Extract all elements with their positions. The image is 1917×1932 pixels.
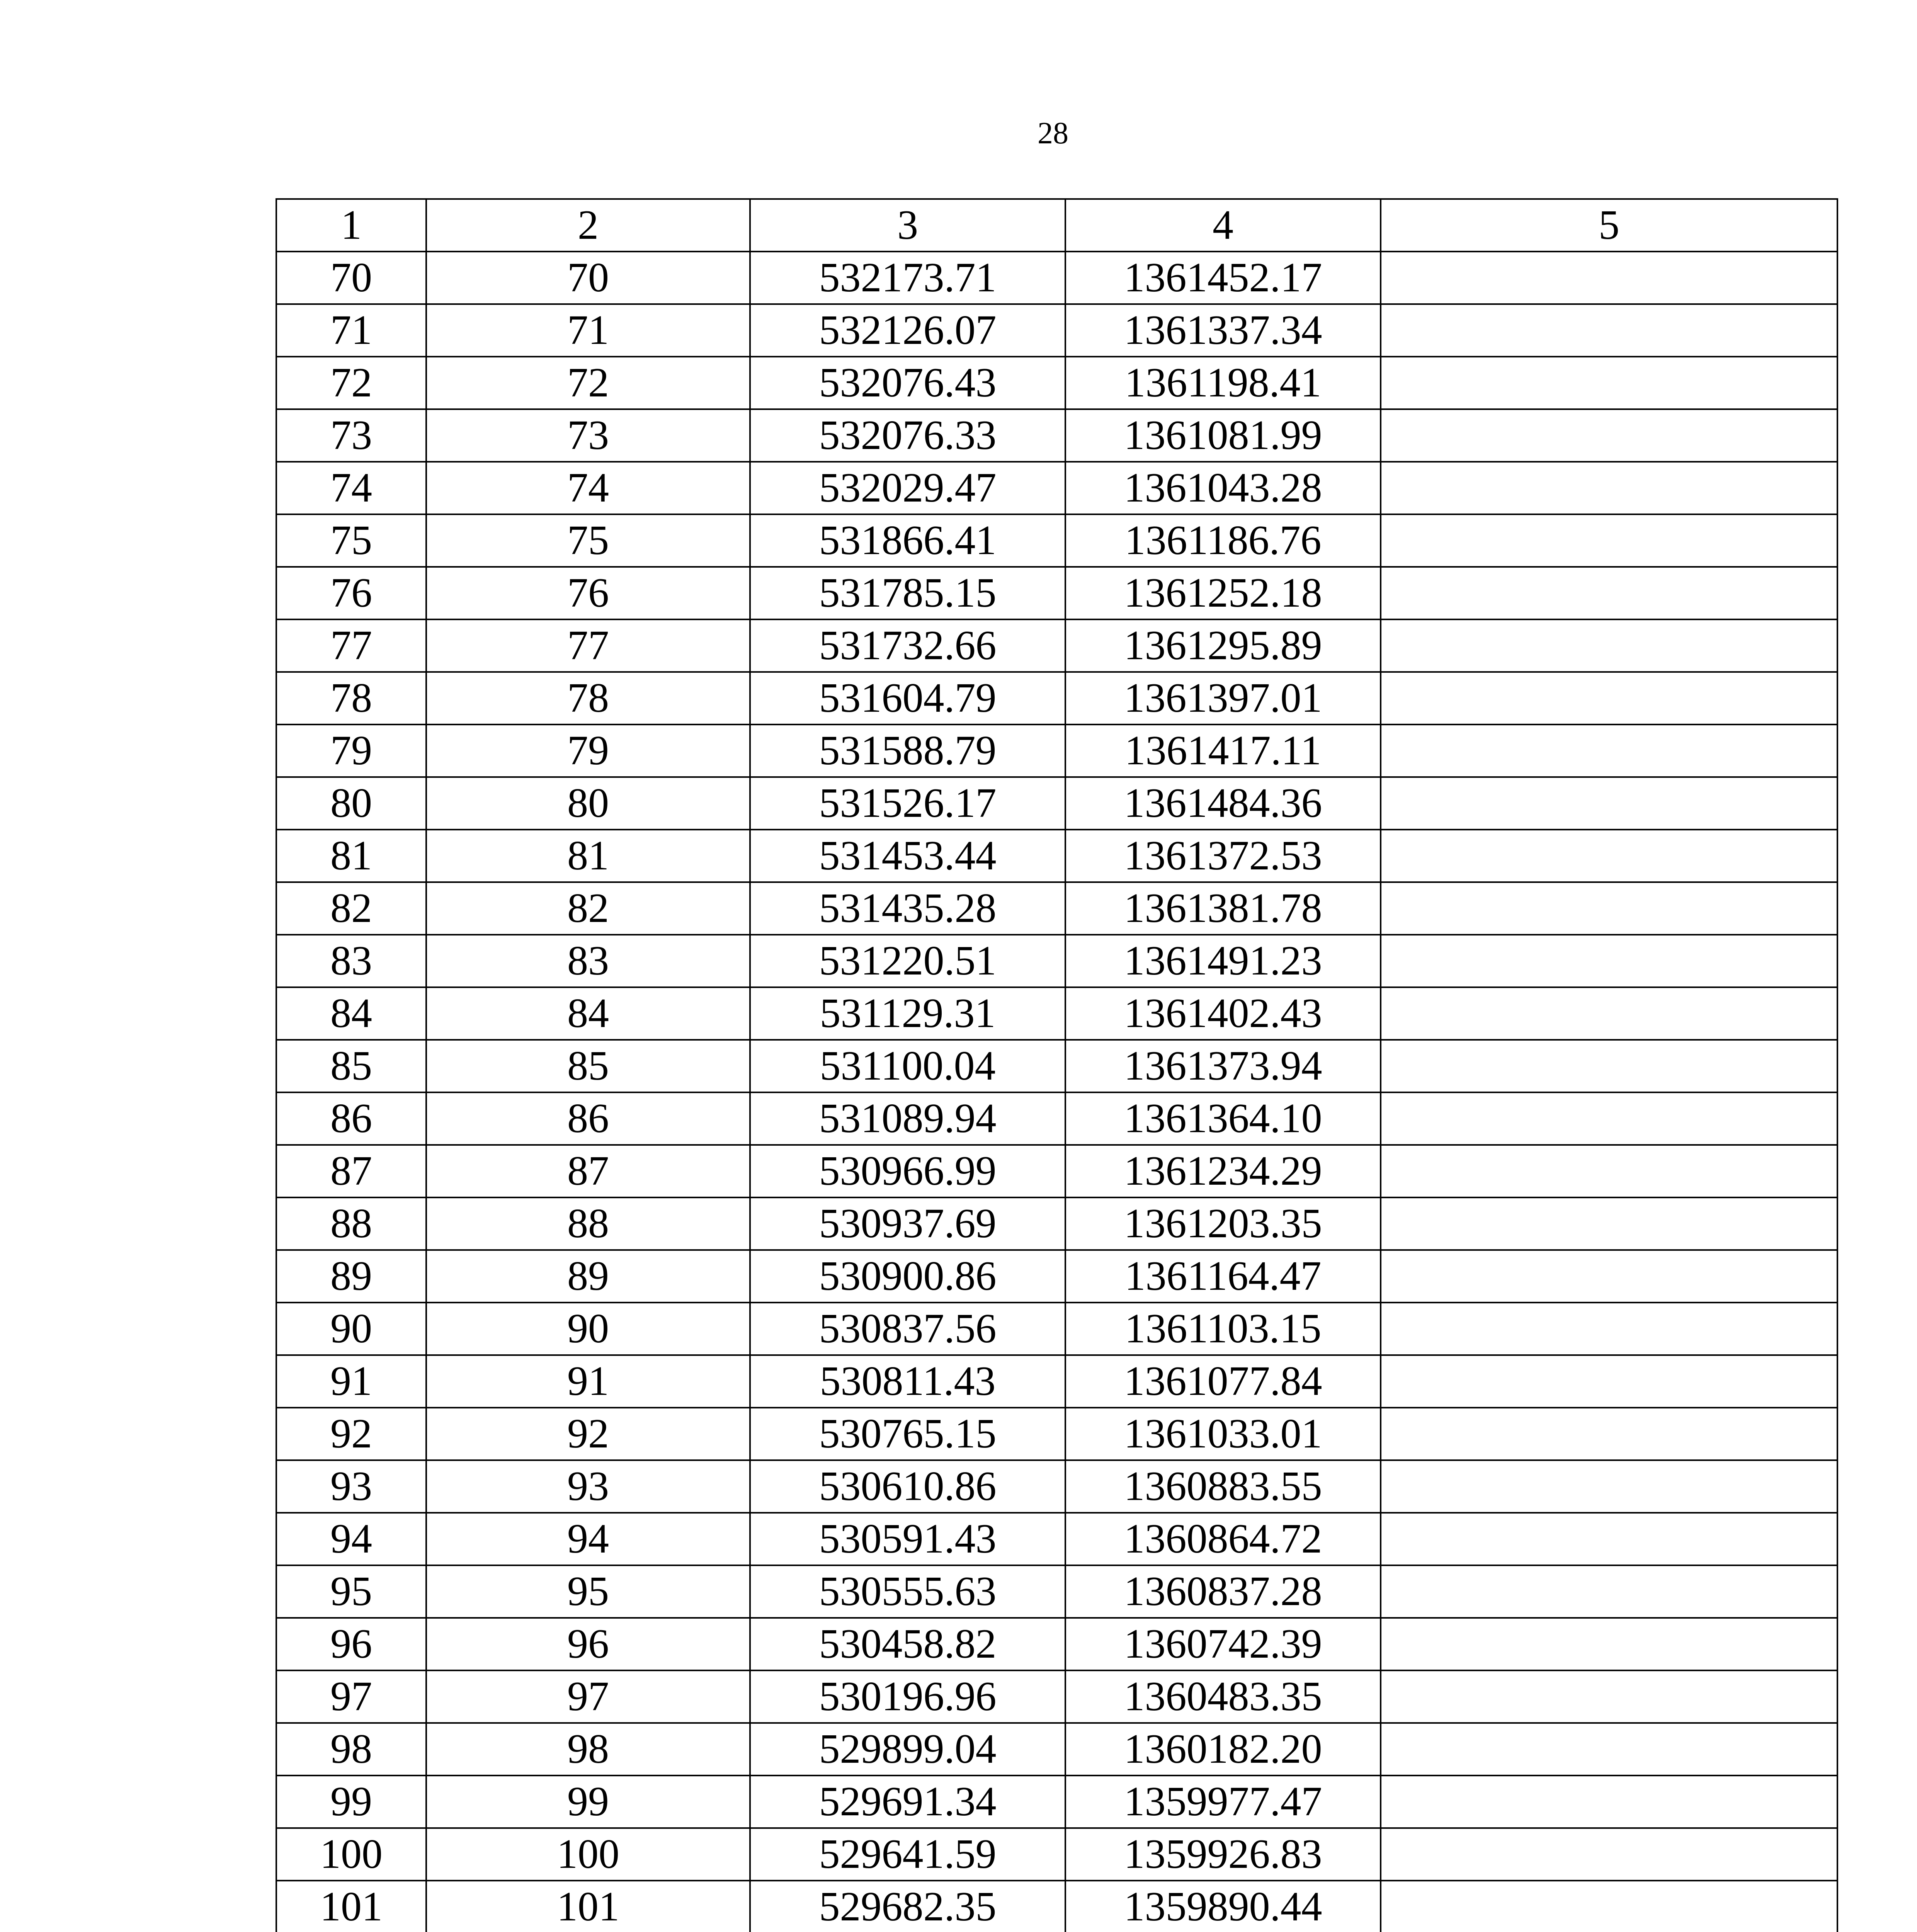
table-cell-col-5 — [1381, 409, 1837, 462]
table-cell-col-2: 80 — [426, 777, 750, 830]
table-cell-col-3: 531129.31 — [750, 987, 1065, 1040]
table-cell-col-5 — [1381, 1460, 1837, 1513]
table-cell-col-5 — [1381, 357, 1837, 409]
table-cell-col-4: 1361081.99 — [1065, 409, 1381, 462]
table-cell-col-5 — [1381, 252, 1837, 304]
table-cell-col-4: 1361337.34 — [1065, 304, 1381, 357]
table-cell-col-2: 75 — [426, 514, 750, 567]
table-cell-col-5 — [1381, 1670, 1837, 1723]
table-row — [276, 1197, 1837, 1250]
table-cell-col-3: 531604.79 — [750, 672, 1065, 724]
table-cell-col-5 — [1381, 830, 1837, 882]
table-cell-col-2: 76 — [426, 567, 750, 619]
table-cell-col-2: 73 — [426, 409, 750, 462]
table-cell-col-5 — [1381, 987, 1837, 1040]
header-cell-5: 5 — [1381, 199, 1837, 252]
table-row — [276, 1092, 1837, 1145]
table-cell-col-4: 1359926.83 — [1065, 1828, 1381, 1881]
table-cell-col-2: 98 — [426, 1723, 750, 1776]
table-cell-col-3: 531588.79 — [750, 724, 1065, 777]
table-cell-col-4: 1361198.41 — [1065, 357, 1381, 409]
table-cell-col-3: 532076.43 — [750, 357, 1065, 409]
table-row — [276, 1250, 1837, 1303]
table-cell-col-2: 86 — [426, 1092, 750, 1145]
table-row — [276, 1776, 1837, 1828]
table-cell-col-1: 83 — [276, 935, 426, 987]
page-number: 28 — [1038, 116, 1068, 150]
table-row — [276, 304, 1837, 357]
table-row — [276, 1040, 1837, 1092]
table-cell-col-3: 530196.96 — [750, 1670, 1065, 1723]
header-cell-4: 4 — [1065, 199, 1381, 252]
table-row — [276, 619, 1837, 672]
table-cell-col-1: 95 — [276, 1565, 426, 1618]
table-cell-col-1: 92 — [276, 1408, 426, 1460]
table-cell-col-2: 92 — [426, 1408, 750, 1460]
table-cell-col-5 — [1381, 1355, 1837, 1408]
table-cell-col-1: 93 — [276, 1460, 426, 1513]
table-row — [276, 514, 1837, 567]
table-header-row — [276, 199, 1837, 252]
table-cell-col-3: 530966.99 — [750, 1145, 1065, 1197]
table-row — [276, 1670, 1837, 1723]
table-cell-col-3: 530900.86 — [750, 1250, 1065, 1303]
table-cell-col-4: 1361417.11 — [1065, 724, 1381, 777]
table-cell-col-3: 529682.35 — [750, 1881, 1065, 1932]
table-row — [276, 1355, 1837, 1408]
table-cell-col-2: 79 — [426, 724, 750, 777]
table-cell-col-3: 532173.71 — [750, 252, 1065, 304]
table-row — [276, 567, 1837, 619]
table-cell-col-5 — [1381, 567, 1837, 619]
table-row — [276, 1145, 1837, 1197]
table-cell-col-4: 1359890.44 — [1065, 1881, 1381, 1932]
table-cell-col-3: 530610.86 — [750, 1460, 1065, 1513]
table-cell-col-2: 95 — [426, 1565, 750, 1618]
table-cell-col-5 — [1381, 1250, 1837, 1303]
table-row — [276, 987, 1837, 1040]
table-cell-col-4: 1361364.10 — [1065, 1092, 1381, 1145]
table-cell-col-1: 99 — [276, 1776, 426, 1828]
table-cell-col-2: 96 — [426, 1618, 750, 1670]
table-cell-col-2: 71 — [426, 304, 750, 357]
table-cell-col-4: 1361043.28 — [1065, 462, 1381, 514]
table-cell-col-1: 73 — [276, 409, 426, 462]
header-cell-3: 3 — [750, 199, 1065, 252]
table-cell-col-4: 1361373.94 — [1065, 1040, 1381, 1092]
table-cell-col-1: 100 — [276, 1828, 426, 1881]
table-cell-col-1: 97 — [276, 1670, 426, 1723]
table-cell-col-5 — [1381, 619, 1837, 672]
table-cell-col-2: 94 — [426, 1513, 750, 1565]
table-cell-col-4: 1361077.84 — [1065, 1355, 1381, 1408]
table-cell-col-2: 81 — [426, 830, 750, 882]
table-cell-col-4: 1360483.35 — [1065, 1670, 1381, 1723]
table-cell-col-2: 87 — [426, 1145, 750, 1197]
table-cell-col-1: 77 — [276, 619, 426, 672]
table-cell-col-4: 1361397.01 — [1065, 672, 1381, 724]
table-cell-col-2: 70 — [426, 252, 750, 304]
table-cell-col-1: 72 — [276, 357, 426, 409]
table-row — [276, 252, 1837, 304]
table-row — [276, 1303, 1837, 1355]
table-cell-col-1: 86 — [276, 1092, 426, 1145]
table-cell-col-2: 78 — [426, 672, 750, 724]
table-cell-col-4: 1360742.39 — [1065, 1618, 1381, 1670]
table-cell-col-3: 531866.41 — [750, 514, 1065, 567]
table-row — [276, 1881, 1837, 1932]
table-cell-col-3: 530555.63 — [750, 1565, 1065, 1618]
table-cell-col-3: 530937.69 — [750, 1197, 1065, 1250]
table-cell-col-3: 531785.15 — [750, 567, 1065, 619]
table-cell-col-5 — [1381, 1565, 1837, 1618]
table-cell-col-3: 532029.47 — [750, 462, 1065, 514]
table-row — [276, 462, 1837, 514]
table-cell-col-4: 1360864.72 — [1065, 1513, 1381, 1565]
table-cell-col-5 — [1381, 1145, 1837, 1197]
table-cell-col-4: 1361491.23 — [1065, 935, 1381, 987]
table-cell-col-3: 529641.59 — [750, 1828, 1065, 1881]
table-cell-col-3: 531220.51 — [750, 935, 1065, 987]
table-cell-col-2: 100 — [426, 1828, 750, 1881]
table-cell-col-2: 88 — [426, 1197, 750, 1250]
header-cell-2: 2 — [426, 199, 750, 252]
table-cell-col-1: 74 — [276, 462, 426, 514]
table-row — [276, 935, 1837, 987]
table-cell-col-5 — [1381, 777, 1837, 830]
table-cell-col-4: 1361372.53 — [1065, 830, 1381, 882]
table-cell-col-4: 1361252.18 — [1065, 567, 1381, 619]
table-cell-col-3: 530765.15 — [750, 1408, 1065, 1460]
table-cell-col-2: 101 — [426, 1881, 750, 1932]
table-cell-col-5 — [1381, 1618, 1837, 1670]
table-cell-col-3: 529899.04 — [750, 1723, 1065, 1776]
table-cell-col-2: 82 — [426, 882, 750, 935]
table-cell-col-3: 530458.82 — [750, 1618, 1065, 1670]
table-cell-col-5 — [1381, 1776, 1837, 1828]
table-cell-col-4: 1361402.43 — [1065, 987, 1381, 1040]
table-cell-col-1: 94 — [276, 1513, 426, 1565]
table-cell-col-2: 84 — [426, 987, 750, 1040]
table-cell-col-5 — [1381, 1197, 1837, 1250]
table-cell-col-4: 1361381.78 — [1065, 882, 1381, 935]
table-cell-col-3: 531435.28 — [750, 882, 1065, 935]
table-row — [276, 1513, 1837, 1565]
table-cell-col-2: 74 — [426, 462, 750, 514]
table-cell-col-3: 531100.04 — [750, 1040, 1065, 1092]
table-cell-col-4: 1360837.28 — [1065, 1565, 1381, 1618]
table-cell-col-4: 1359977.47 — [1065, 1776, 1381, 1828]
table-row — [276, 1723, 1837, 1776]
table-cell-col-5 — [1381, 1040, 1837, 1092]
table-cell-col-1: 81 — [276, 830, 426, 882]
table-cell-col-4: 1360883.55 — [1065, 1460, 1381, 1513]
table-cell-col-5 — [1381, 1828, 1837, 1881]
table-cell-col-1: 84 — [276, 987, 426, 1040]
table-cell-col-1: 79 — [276, 724, 426, 777]
table-body — [276, 199, 1837, 1932]
table-cell-col-2: 91 — [426, 1355, 750, 1408]
table-row — [276, 724, 1837, 777]
table-cell-col-1: 80 — [276, 777, 426, 830]
table-cell-col-1: 88 — [276, 1197, 426, 1250]
table-row — [276, 409, 1837, 462]
table-row — [276, 672, 1837, 724]
table-cell-col-1: 89 — [276, 1250, 426, 1303]
table-cell-col-2: 89 — [426, 1250, 750, 1303]
table-cell-col-1: 91 — [276, 1355, 426, 1408]
table-cell-col-3: 530811.43 — [750, 1355, 1065, 1408]
table-cell-col-3: 531453.44 — [750, 830, 1065, 882]
coordinates-table — [276, 198, 1838, 1932]
table-cell-col-2: 90 — [426, 1303, 750, 1355]
table-cell-col-3: 531732.66 — [750, 619, 1065, 672]
table-cell-col-2: 99 — [426, 1776, 750, 1828]
table-cell-col-1: 98 — [276, 1723, 426, 1776]
table-cell-col-5 — [1381, 672, 1837, 724]
table-cell-col-1: 96 — [276, 1618, 426, 1670]
table-row — [276, 777, 1837, 830]
table-row — [276, 1565, 1837, 1618]
table-cell-col-1: 70 — [276, 252, 426, 304]
table-cell-col-1: 90 — [276, 1303, 426, 1355]
table-cell-col-5 — [1381, 1881, 1837, 1932]
table-cell-col-4: 1361234.29 — [1065, 1145, 1381, 1197]
table-cell-col-4: 1361452.17 — [1065, 252, 1381, 304]
table-cell-col-5 — [1381, 514, 1837, 567]
table-cell-col-2: 77 — [426, 619, 750, 672]
table-cell-col-4: 1361186.76 — [1065, 514, 1381, 567]
table-cell-col-4: 1361484.36 — [1065, 777, 1381, 830]
table-cell-col-3: 531089.94 — [750, 1092, 1065, 1145]
table-cell-col-1: 101 — [276, 1881, 426, 1932]
table-cell-col-5 — [1381, 1723, 1837, 1776]
table-cell-col-2: 72 — [426, 357, 750, 409]
table-cell-col-5 — [1381, 724, 1837, 777]
table-cell-col-1: 78 — [276, 672, 426, 724]
table-cell-col-3: 531526.17 — [750, 777, 1065, 830]
table-cell-col-4: 1361103.15 — [1065, 1303, 1381, 1355]
table-cell-col-3: 530837.56 — [750, 1303, 1065, 1355]
table-row — [276, 1828, 1837, 1881]
table-cell-col-1: 75 — [276, 514, 426, 567]
table-cell-col-2: 83 — [426, 935, 750, 987]
table-cell-col-3: 530591.43 — [750, 1513, 1065, 1565]
table-row — [276, 1408, 1837, 1460]
table-cell-col-4: 1361295.89 — [1065, 619, 1381, 672]
table-cell-col-3: 532076.33 — [750, 409, 1065, 462]
table-cell-col-3: 532126.07 — [750, 304, 1065, 357]
table-cell-col-3: 529691.34 — [750, 1776, 1065, 1828]
header-cell-1: 1 — [276, 199, 426, 252]
table-cell-col-4: 1361203.35 — [1065, 1197, 1381, 1250]
table-row — [276, 882, 1837, 935]
table-cell-col-2: 85 — [426, 1040, 750, 1092]
table-cell-col-2: 97 — [426, 1670, 750, 1723]
table-row — [276, 357, 1837, 409]
table-cell-col-1: 76 — [276, 567, 426, 619]
table-cell-col-5 — [1381, 304, 1837, 357]
table-cell-col-4: 1361164.47 — [1065, 1250, 1381, 1303]
table-cell-col-4: 1361033.01 — [1065, 1408, 1381, 1460]
table-cell-col-5 — [1381, 462, 1837, 514]
table-cell-col-5 — [1381, 935, 1837, 987]
table-cell-col-5 — [1381, 1303, 1837, 1355]
table-row — [276, 1618, 1837, 1670]
table-cell-col-5 — [1381, 882, 1837, 935]
table-cell-col-4: 1360182.20 — [1065, 1723, 1381, 1776]
table-cell-col-5 — [1381, 1513, 1837, 1565]
table-cell-col-2: 93 — [426, 1460, 750, 1513]
table-cell-col-1: 87 — [276, 1145, 426, 1197]
table-cell-col-5 — [1381, 1092, 1837, 1145]
table-row — [276, 830, 1837, 882]
table-cell-col-5 — [1381, 1408, 1837, 1460]
table-row — [276, 1460, 1837, 1513]
table-cell-col-1: 71 — [276, 304, 426, 357]
table-cell-col-1: 82 — [276, 882, 426, 935]
table-cell-col-1: 85 — [276, 1040, 426, 1092]
